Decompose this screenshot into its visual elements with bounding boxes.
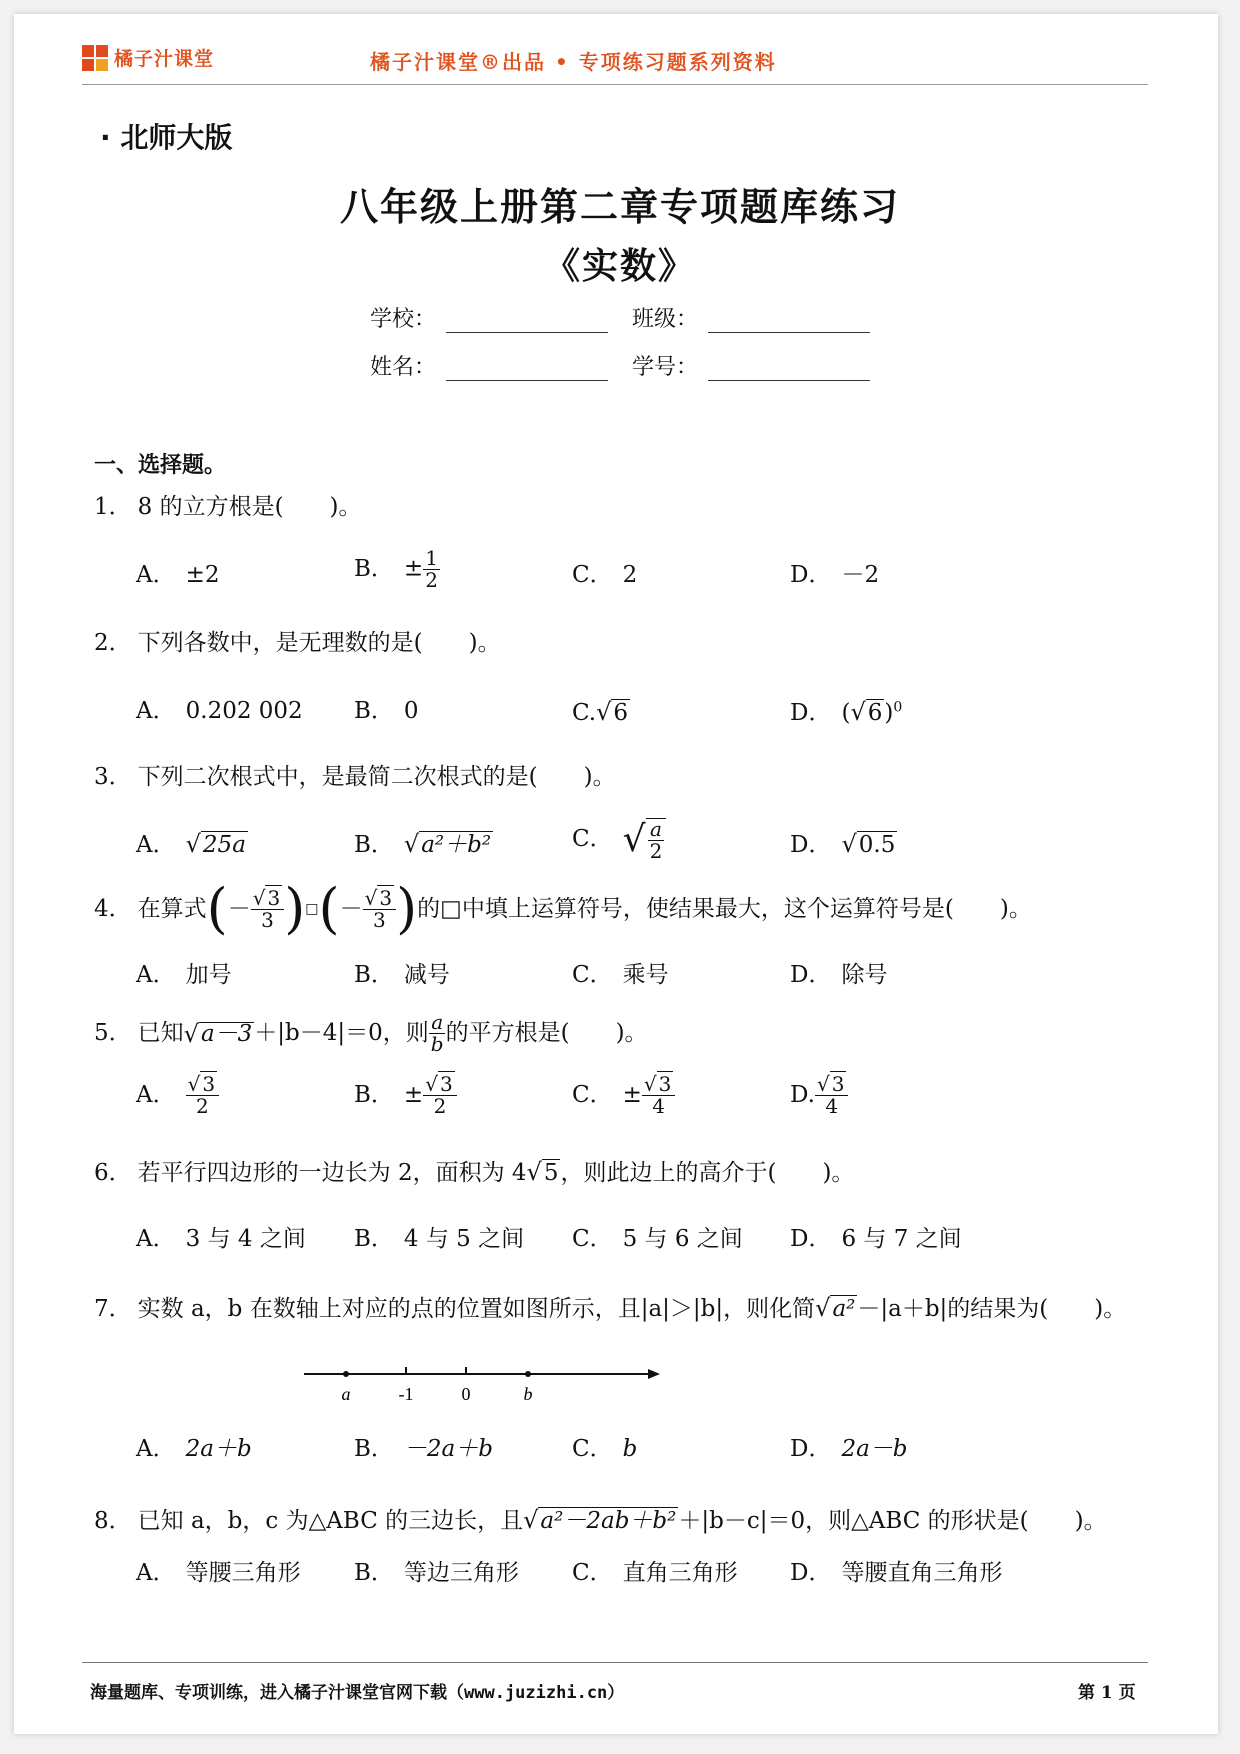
label-zero: 0 bbox=[461, 1384, 471, 1404]
q7-option-d[interactable]: D． 2a－b bbox=[790, 1436, 908, 1462]
question-5: 5． 已知 √ a－3 ＋|b－4|＝0，则 $\frac{a}{b}$ 的平方根是( )。 bbox=[94, 1010, 648, 1056]
q6-option-c[interactable]: C． 5 与 6 之间 bbox=[572, 1226, 743, 1252]
school-field bbox=[370, 302, 608, 333]
q4-option-b[interactable]: B． 减号 bbox=[354, 962, 450, 988]
q6-option-a[interactable]: A． 3 与 4 之间 bbox=[136, 1226, 306, 1252]
school-label: 学校： bbox=[370, 307, 437, 332]
q2-option-a[interactable]: A． 0.202 002 bbox=[136, 698, 303, 724]
point-a bbox=[343, 1371, 349, 1377]
q8-option-b[interactable]: B． 等边三角形 bbox=[354, 1560, 519, 1586]
footer-note: 海量题库、专项训练，进入橘子汁课堂官网下载（www.juzizhi.cn） bbox=[90, 1683, 625, 1703]
q6-option-d[interactable]: D． 6 与 7 之间 bbox=[790, 1226, 962, 1252]
footer-divider bbox=[82, 1662, 1148, 1663]
question-2: 2． 下列各数中，是无理数的是( )。 bbox=[94, 630, 501, 656]
logo-icon bbox=[82, 45, 108, 71]
q2-option-b[interactable]: B． 0 bbox=[354, 698, 419, 724]
name-blank[interactable] bbox=[446, 356, 608, 381]
header-divider bbox=[82, 84, 1148, 85]
student-id-blank[interactable] bbox=[708, 356, 870, 381]
student-id-label: 学号： bbox=[632, 355, 699, 380]
q1-option-c[interactable]: C． 2 bbox=[572, 562, 638, 588]
label-minus-one: -1 bbox=[398, 1384, 414, 1404]
class-label: 班级： bbox=[632, 307, 699, 332]
edition-label: · 北师大版 bbox=[100, 121, 233, 154]
q7-option-c[interactable]: C． b bbox=[572, 1436, 638, 1462]
q4-option-a[interactable]: A． 加号 bbox=[136, 962, 232, 988]
name-field bbox=[370, 350, 608, 381]
question-6: 6． 若平行四边形的一边长为 2，面积为 4√5，则此边上的高介于( )。 bbox=[94, 1158, 855, 1186]
question-1: 1． 8 的立方根是( )。 bbox=[94, 494, 362, 520]
class-field bbox=[632, 302, 870, 333]
question-4: 4． 在算式 ( － $\frac{√ 3}{3}$ ) □ ( － $\frac{√ 3}{3}$ ) 的□中填上运算符号，使结果最大，这个运算符号是( )。 bbox=[94, 877, 1032, 940]
q8-option-d[interactable]: D． 等腰直角三角形 bbox=[790, 1560, 1003, 1586]
question-3: 3． 下列二次根式中，是最简二次根式的是( )。 bbox=[94, 764, 616, 790]
q6-option-b[interactable]: B． 4 与 5 之间 bbox=[354, 1226, 525, 1252]
label-a: a bbox=[341, 1384, 351, 1404]
page-number: 第 1 页 bbox=[1078, 1683, 1136, 1703]
q7-option-a[interactable]: A． 2a＋b bbox=[136, 1436, 252, 1462]
q1-option-b[interactable]: B． ± $\frac{1}{2}$ bbox=[354, 546, 438, 592]
point-b bbox=[525, 1371, 531, 1377]
q8-option-a[interactable]: A． 等腰三角形 bbox=[136, 1560, 301, 1586]
q4-option-d[interactable]: D． 除号 bbox=[790, 962, 888, 988]
school-blank[interactable] bbox=[446, 308, 608, 333]
q3-option-d[interactable]: D． √0.5 bbox=[790, 830, 896, 858]
q1-option-a[interactable]: A． ±2 bbox=[136, 562, 220, 588]
name-label: 姓名： bbox=[370, 355, 437, 380]
question-8: 8． 已知 a，b，c 为△ABC 的三边长，且√a²－2ab＋b²＋|b－c|＝0，则△ABC 的形状是( )。 bbox=[94, 1506, 1107, 1534]
section-heading: 一、选择题。 bbox=[94, 452, 227, 478]
number-line-diagram bbox=[300, 1360, 660, 1410]
header-title: 橘子汁课堂®出品 • 专项练习题系列资料 bbox=[370, 50, 777, 74]
q4-option-c[interactable]: C． 乘号 bbox=[572, 962, 669, 988]
logo-text: 橘子汁课堂 bbox=[114, 48, 215, 70]
q7-option-b[interactable]: B． －2a＋b bbox=[354, 1436, 493, 1462]
label-b: b bbox=[523, 1384, 533, 1404]
q2-option-c[interactable]: C.√6 bbox=[572, 698, 629, 726]
q3-option-a[interactable]: A． √25a bbox=[136, 830, 246, 858]
page-title: 八年级上册第二章专项题库练习 bbox=[339, 184, 900, 229]
q2-option-d[interactable]: D． $(√6)^0$ bbox=[790, 698, 903, 726]
q5-option-d[interactable]: D. $\frac{√ 3}{4}$ bbox=[790, 1074, 848, 1117]
header-logo bbox=[82, 44, 214, 71]
q8-option-c[interactable]: C． 直角三角形 bbox=[572, 1560, 738, 1586]
page-subtitle: 《实数》 bbox=[543, 245, 696, 287]
q5-option-a[interactable]: A． $\frac{√ 3}{2}$ bbox=[136, 1074, 219, 1117]
q3-option-b[interactable]: B． √a²＋b² bbox=[354, 830, 492, 858]
q5-option-b[interactable]: B． ± $\frac{√ 3}{2}$ bbox=[354, 1074, 457, 1117]
q5-option-c[interactable]: C． ± $\frac{√ 3}{4}$ bbox=[572, 1074, 675, 1117]
student-id-field bbox=[632, 350, 870, 381]
class-blank[interactable] bbox=[708, 308, 870, 333]
q1-option-d[interactable]: D． －2 bbox=[790, 562, 880, 588]
question-7: 7． 实数 a，b 在数轴上对应的点的位置如图所示，且|a|＞|b|，则化简√a²－|a＋b|的结果为( )。 bbox=[94, 1294, 1127, 1322]
q3-option-c[interactable]: C． √ $\frac{a}{2}$ bbox=[572, 818, 666, 862]
